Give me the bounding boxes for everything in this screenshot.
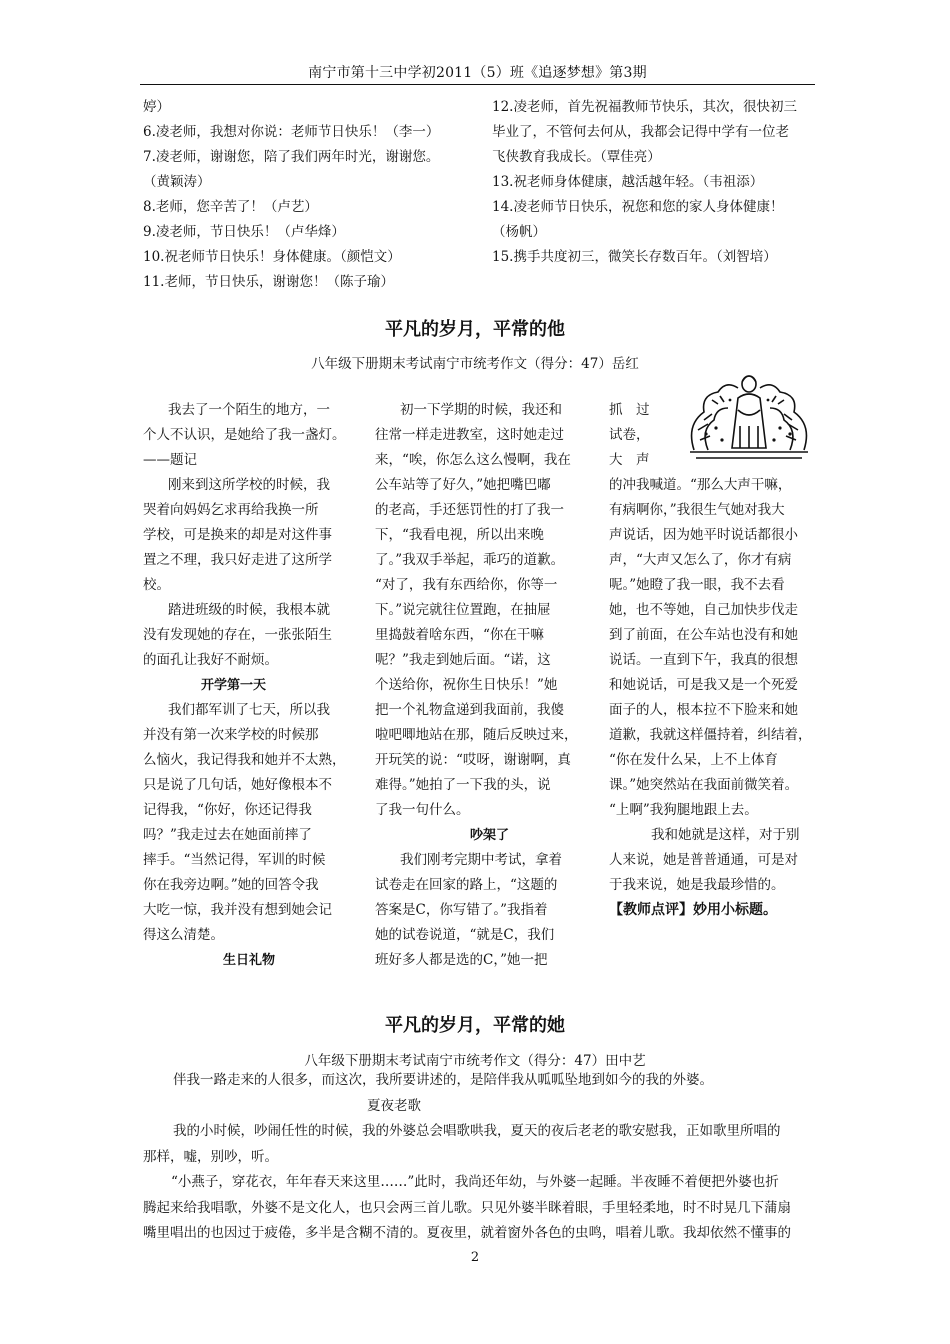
essay-line: 个人不认识，是她给了我一盏灯。 (143, 427, 346, 443)
essay-line: “你在发什么呆，上不上体育 (609, 752, 778, 768)
essay-line: 声说话，因为她平时说话都很小 (609, 527, 798, 543)
essay-line: 声，“大声又怎么了，你才有病 (609, 552, 792, 568)
essay-line: 记得我，“你好，你还记得我 (143, 802, 312, 818)
essay-line: 呢。”她瞪了我一眼，我不去看 (609, 577, 785, 593)
wish-line: 飞侠教育我成长。（覃佳亮） (492, 149, 661, 165)
essay-line: 你在我旁边啊。”她的回答令我 (143, 877, 319, 893)
wish-line: 10.祝老师节日快乐！身体健康。（颜恺文） (143, 249, 401, 265)
essay-line: “上啊”我狗腿地跟上去。 (609, 802, 758, 818)
essay1-subtitle: 八年级下册期末考试南宁市统考作文（得分：47）岳红 (311, 356, 639, 372)
wish-line: 婷） (143, 99, 170, 115)
wish-line: 7.凌老师，谢谢您，陪了我们两年时光，谢谢您。 (143, 149, 440, 165)
wish-line: （杨帆） (492, 224, 546, 240)
section-heading: 夏夜老歌 (367, 1097, 421, 1114)
essay-line: 我的小时候，吵闹任性的时候，我的外婆总会唱歌哄我，夏天的夜后老老的歌安慰我，正如歌里所唱的 (173, 1123, 781, 1139)
essay-line: 的面孔让我好不耐烦。 (143, 652, 278, 668)
essay-line: 里捣鼓着啥东西，“你在干嘛 (375, 627, 544, 643)
essay-line: 刚来到这所学校的时候，我 (168, 477, 330, 493)
essay1-column-1 (143, 398, 358, 973)
wish-line: 11.老师，节日快乐，谢谢您！（陈子瑜） (143, 274, 394, 290)
essay1-column-3 (609, 473, 819, 923)
essay-line: 大 声 (609, 452, 650, 468)
essay-line: 校。 (143, 577, 170, 593)
essay-line: “对了，我有东西给你，你等一 (375, 577, 558, 593)
essay-line: 伴我一路走来的人很多，而这次，我所要讲述的，是陪伴我从呱呱坠地到如今的我的外婆。 (173, 1072, 713, 1088)
woman-figure-illustration (686, 370, 812, 462)
header-rule (140, 84, 815, 85)
wish-line: 12.凌老师，首先祝福教师节快乐，其次，很快初三 (492, 99, 797, 115)
essay-line: 开玩笑的说：“哎呀，谢谢啊，真 (375, 752, 571, 768)
essay-line: 有病啊你，”我很生气她对我大 (609, 502, 785, 518)
essay-line: 道歉，我就这样僵持着，纠结着， (609, 727, 812, 743)
essay-line: 面子的人，根本拉不下脸来和她 (609, 702, 798, 718)
page-header: 南宁市第十三中学初2011（5）班《追逐梦想》第3期 (308, 65, 647, 81)
essay-line: 难得。”她拍了一下我的头，说 (375, 777, 551, 793)
essay-line: 把一个礼物盒递到我面前，我傻 (375, 702, 564, 718)
essay-line: 她的试卷说道，“就是C，我们 (375, 927, 555, 943)
essay-line: 下。”说完就往位置跑，在抽屉 (375, 602, 551, 618)
essay-line: 试卷走在回家的路上，“这题的 (375, 877, 558, 893)
wish-line: 8.老师，您辛苦了！（卢艺） (143, 199, 318, 215)
essay-line: 只是说了几句话，她好像根本不 (143, 777, 332, 793)
section-heading: 开学第一天 (201, 678, 267, 693)
essay-line: 嘴里唱出的也因过于疲倦，多半是含糊不清的。夏夜里，就着窗外各色的虫鸣，唱着儿歌。我却依然不懂事的 (143, 1225, 791, 1241)
essay-line: 我去了一个陌生的地方，一 (168, 402, 330, 418)
essay-line: 呢？”我走到她后面。“诺，这 (375, 652, 551, 668)
essay-line: 抓 过 (609, 402, 650, 418)
essay-line: 并没有第一次来学校的时候那 (143, 727, 319, 743)
section-heading: 吵架了 (470, 828, 510, 843)
essay-line: 到了前面，在公车站也没有和她 (609, 627, 798, 643)
essay-line: 人来说，她是普普通通，可是对 (609, 852, 798, 868)
illustration-image (686, 370, 812, 462)
essay1-column-3-top (609, 398, 689, 473)
essay-line: 她，也不等她，自己加快步伐走 (609, 602, 798, 618)
wishes-right-column (492, 95, 797, 270)
essay-line: 么恼火，我记得我和她并不太熟， (143, 752, 346, 768)
essay-line: 我们刚考完期中考试，拿着 (400, 852, 562, 868)
essay-line: 往常一样走进教室，这时她走过 (375, 427, 564, 443)
essay-line: 腾起来给我唱歌，外婆不是文化人，也只会两三首儿歌。只见外婆半眯着眼，手里轻柔地，时不时晃几下蒲扇 (143, 1199, 791, 1216)
essay-line: 试卷， (609, 427, 650, 443)
essay-line: 课。”她突然站在我面前微笑着。 (609, 777, 799, 793)
essay-line: 说话。一直到下午，我真的很想 (609, 652, 798, 668)
wishes-left-column (143, 95, 439, 295)
section-heading: 生日礼物 (223, 953, 276, 968)
essay-line: 个送给你，祝你生日快乐！”她 (375, 677, 558, 693)
essay-line: 哭着向妈妈乞求再给我换一所 (143, 502, 319, 518)
essay-line: 学校，可是换来的却是对这件事 (143, 527, 332, 543)
essay-line: 和她说话，可是我又是一个死爱 (609, 677, 798, 693)
wish-line: （黄颖涛） (143, 174, 211, 190)
essay-line: 下，“我看电视，所以出来晚 (375, 527, 544, 543)
essay-line: 摔手。“当然记得，军训的时候 (143, 852, 326, 868)
essay-line: 置之不理，我只好走进了这所学 (143, 552, 332, 568)
essay-line: 了。”我双手举起，乖巧的道歉。 (375, 552, 565, 568)
essay-line: 来，“唉，你怎么这么慢啊，我在 (375, 452, 571, 468)
essay-line: 的老高，手还惩罚性的打了我一 (375, 502, 564, 518)
essay-line: 答案是C，你写错了。”我指着 (375, 902, 548, 918)
essay-line: 于我来说，她是我最珍惜的。 (609, 877, 785, 893)
essay-line: 啦吧唧地站在那，随后反映过来， (375, 727, 578, 743)
wish-line: 6.凌老师，我想对你说：老师节日快乐！（李一） (143, 124, 440, 140)
essay-line: 我们都军训了七天，所以我 (168, 702, 330, 718)
essay-line: 我和她就是这样，对于别 (651, 827, 800, 843)
wish-line: 15.携手共度初三，微笑长存数百年。（刘智培） (492, 249, 777, 265)
wish-line: 毕业了，不管何去何从，我都会记得中学有一位老 (492, 124, 789, 140)
essay2-subtitle: 八年级下册期末考试南宁市统考作文（得分：47）田中艺 (304, 1053, 646, 1069)
essay-line: 那样，嘘，别吵，听。 (143, 1148, 278, 1165)
essay1-title: 平凡的岁月，平常的他 (385, 319, 565, 340)
essay-line: 公车站等了好久，”她把嘴巴嘟 (375, 477, 551, 493)
teacher-comment: 【教师点评】妙用小标题。 (609, 902, 777, 918)
essay-line: 大吃一惊，我并没有想到她会记 (143, 902, 332, 918)
essay-line: “小燕子，穿花衣，年年春天来这里……”此时，我尚还年幼，与外婆一起睡。半夜睡不着便把外婆也折 (171, 1174, 779, 1190)
essay2-body (143, 1068, 823, 1247)
wish-line: 9.凌老师，节日快乐！（卢华烽） (143, 224, 345, 240)
essay-line: ——题记 (143, 452, 197, 468)
essay1-column-2 (375, 398, 590, 973)
essay-line: 的冲我喊道。“那么大声干嘛， (609, 477, 792, 493)
wish-line: 14.凌老师节日快乐，祝您和您的家人身体健康！ (492, 199, 784, 215)
page-number: 2 (470, 1250, 480, 1265)
essay-line: 了我一句什么。 (375, 802, 470, 818)
essay-line: 初一下学期的时候，我还和 (400, 402, 562, 418)
essay2-title: 平凡的岁月，平常的她 (385, 1015, 565, 1036)
essay-line: 得这么清楚。 (143, 927, 224, 943)
essay-line: 踏进班级的时候，我根本就 (168, 602, 330, 618)
essay-line: 班好多人都是选的C，”她一把 (375, 952, 548, 968)
essay-line: 没有发现她的存在，一张张陌生 (143, 627, 332, 643)
wish-line: 13.祝老师身体健康，越活越年轻。（韦祖添） (492, 174, 764, 190)
essay-line: 吗？”我走过去在她面前摔了 (143, 827, 312, 843)
